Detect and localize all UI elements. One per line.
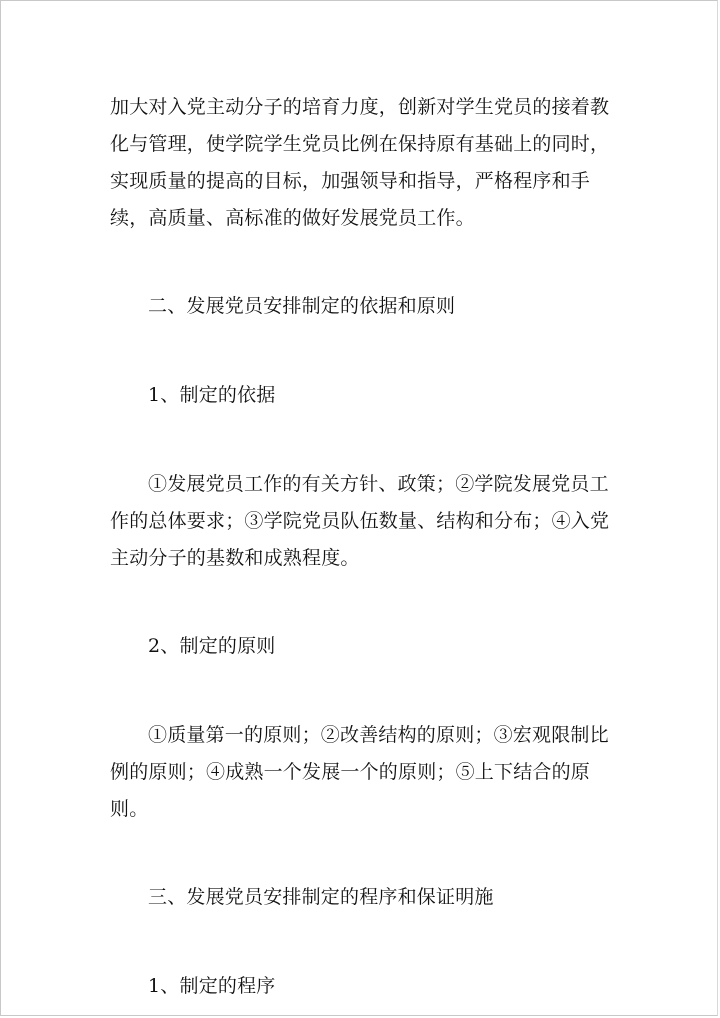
body-paragraph: 加大对入党主动分子的培育力度，创新对学生党员的接着教化与管理，使学院学生党员比例在保持原有基础上的同时，实现质量的提高的目标，加强领导和指导，严格程序和手续，高质量、高标准的做好发展党员工作。 (110, 96, 610, 229)
subsection-heading: 1、制定的依据 (148, 384, 276, 406)
section-heading: 三、发展党员安排制定的程序和保证明施 (148, 886, 494, 908)
body-paragraph: ①质量第一的原则；②改善结构的原则；③宏观限制比例的原则；④成熟一个发展一个的原则；⑤上下结合的原则。 (110, 724, 609, 820)
document-body (110, 89, 614, 1005)
subsection-heading: 2、制定的原则 (148, 635, 276, 657)
section-heading: 二、发展党员安排制定的依据和原则 (148, 295, 456, 317)
subsection-heading: 1、制定的程序 (148, 975, 276, 997)
body-paragraph: ①发展党员工作的有关方针、政策；②学院发展党员工作的总体要求；③学院党员队伍数量、结构和分布；④入党主动分子的基数和成熟程度。 (110, 473, 610, 569)
